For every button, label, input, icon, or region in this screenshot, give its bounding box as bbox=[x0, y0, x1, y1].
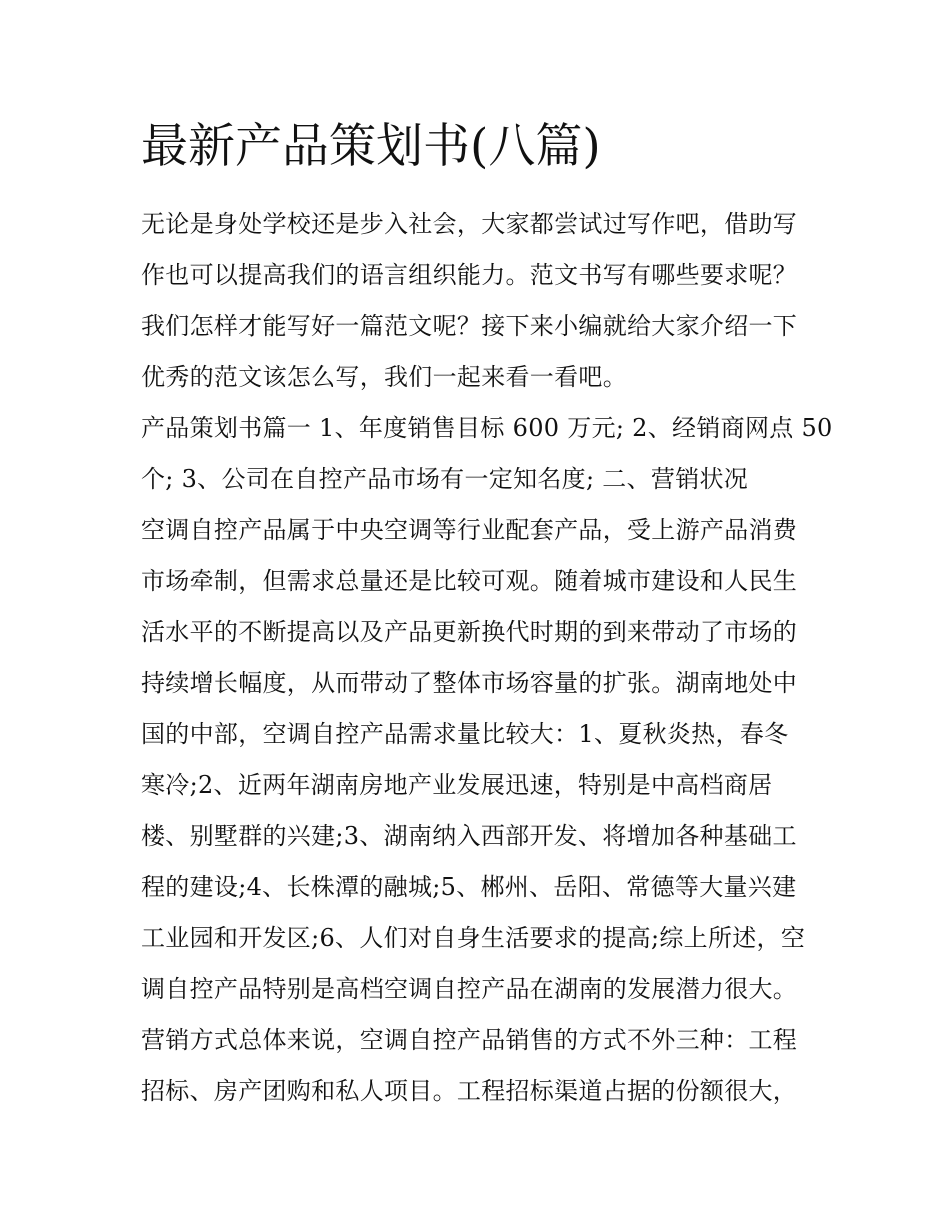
body-line: 调自控产品特别是高档空调自控产品在湖南的发展潜力很大。 bbox=[141, 975, 798, 1003]
body-line: 招标、房产团购和私人项目。工程招标渠道占据的份额很大， bbox=[141, 1077, 798, 1105]
body-line: 寒冷;2、近两年湖南房地产业发展迅速，特别是中高档商居 bbox=[141, 771, 773, 799]
body-line: 作也可以提高我们的语言组织能力。范文书写有哪些要求呢？ bbox=[141, 261, 798, 289]
document-title: 最新产品策划书(八篇) bbox=[141, 119, 601, 174]
body-line: 持续增长幅度，从而带动了整体市场容量的扩张。湖南地处中 bbox=[141, 669, 798, 697]
body-line: 产品策划书篇一 1、年度销售目标 600 万元; 2、经销商网点 50 bbox=[141, 414, 833, 442]
document-body bbox=[141, 199, 833, 1117]
body-line: 市场牵制，但需求总量还是比较可观。随着城市建设和人民生 bbox=[141, 567, 798, 595]
body-line: 空调自控产品属于中央空调等行业配套产品，受上游产品消费 bbox=[141, 516, 798, 544]
body-line: 我们怎样才能写好一篇范文呢？接下来小编就给大家介绍一下 bbox=[141, 312, 798, 340]
body-line: 程的建设;4、长株潭的融城;5、郴州、岳阳、常德等大量兴建 bbox=[141, 873, 797, 901]
body-line: 优秀的范文该怎么写，我们一起来看一看吧。 bbox=[141, 363, 627, 391]
body-line: 个; 3、公司在自控产品市场有一定知名度; 二、营销状况 bbox=[141, 465, 749, 493]
body-line: 营销方式总体来说，空调自控产品销售的方式不外三种：工程 bbox=[141, 1026, 798, 1054]
body-line: 楼、别墅群的兴建;3、湖南纳入西部开发、将增加各种基础工 bbox=[141, 822, 797, 850]
body-line: 工业园和开发区;6、人们对自身生活要求的提高;综上所述，空 bbox=[141, 924, 806, 952]
body-line: 无论是身处学校还是步入社会，大家都尝试过写作吧，借助写 bbox=[141, 210, 798, 238]
body-line: 活水平的不断提高以及产品更新换代时期的到来带动了市场的 bbox=[141, 618, 798, 646]
body-line: 国的中部，空调自控产品需求量比较大：1、夏秋炎热，春冬 bbox=[141, 720, 789, 748]
